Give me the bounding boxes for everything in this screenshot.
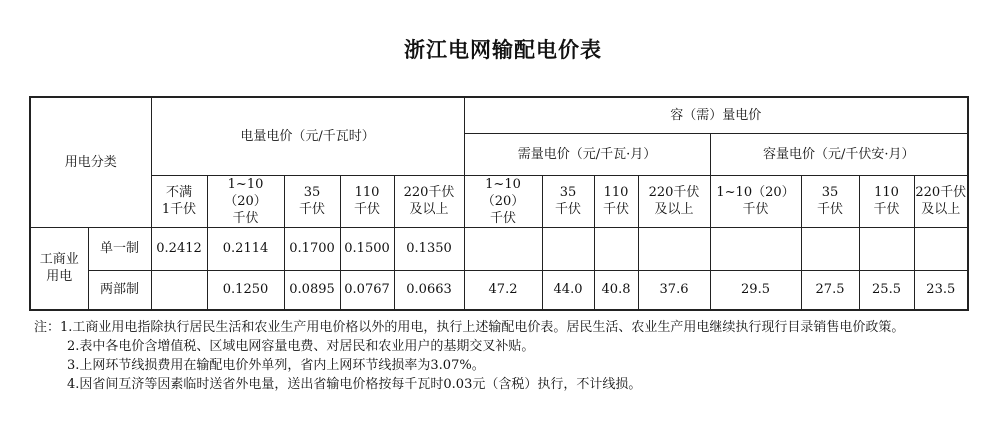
notes [34, 318, 904, 394]
voltage-header: 35 千伏 [284, 175, 340, 227]
voltage-header: 220千伏 及以上 [638, 175, 710, 227]
voltage-header: 不满 1千伏 [151, 175, 207, 227]
table-row [30, 227, 968, 270]
voltage-header: 220千伏 及以上 [394, 175, 464, 227]
voltage-header: 220千伏 及以上 [914, 175, 968, 227]
table-cell [151, 270, 207, 310]
table-cell [638, 227, 710, 270]
table-cell: 40.8 [594, 270, 638, 310]
table-cell: 0.1700 [284, 227, 340, 270]
voltage-header: 35 千伏 [542, 175, 594, 227]
table-cell: 27.5 [801, 270, 859, 310]
table-cell: 0.0767 [340, 270, 394, 310]
row-label: 单一制 [88, 227, 151, 270]
voltage-header: 110 千伏 [859, 175, 914, 227]
table-cell: 0.2114 [207, 227, 284, 270]
table-cell [542, 227, 594, 270]
voltage-header: 110 千伏 [594, 175, 638, 227]
page-title: 浙江电网输配电价表 [404, 37, 602, 62]
table-cell [464, 227, 542, 270]
voltage-header: 1~10（20） 千伏 [464, 175, 542, 227]
note-2: 2.表中各电价含增值税、区域电网容量电费、对居民和农业用户的基期交叉补贴。 [67, 339, 535, 354]
table-cell: 0.0895 [284, 270, 340, 310]
voltage-header: 1~10（20） 千伏 [710, 175, 801, 227]
table-cell: 0.2412 [151, 227, 207, 270]
table-row [30, 270, 968, 310]
table-cell [859, 227, 914, 270]
table-cell [710, 227, 801, 270]
table-cell: 0.0663 [394, 270, 464, 310]
tariff-table [29, 96, 969, 311]
voltage-header: 110 千伏 [340, 175, 394, 227]
energy-price-header: 电量电价（元/千瓦时） [151, 97, 464, 175]
table-cell: 0.1500 [340, 227, 394, 270]
row-label: 两部制 [88, 270, 151, 310]
table-cell: 47.2 [464, 270, 542, 310]
table-cell: 44.0 [542, 270, 594, 310]
capacity-sub-header: 容量电价（元/千伏安·月） [710, 133, 968, 175]
table-cell [594, 227, 638, 270]
table-cell: 37.6 [638, 270, 710, 310]
voltage-header: 1~10（20） 千伏 [207, 175, 284, 227]
table-cell: 0.1350 [394, 227, 464, 270]
group-label: 工商业 用电 [30, 227, 88, 310]
table-cell [801, 227, 859, 270]
note-1: 注：1.工商业用电指除执行居民生活和农业生产用电价格以外的用电，执行上述输配电价表。居民生活、农业生产用电继续执行现行目录销售电价政策。 [34, 320, 905, 335]
category-header: 用电分类 [30, 97, 151, 227]
demand-price-header: 需量电价（元/千瓦·月） [464, 133, 710, 175]
table-cell: 29.5 [710, 270, 801, 310]
table-cell: 25.5 [859, 270, 914, 310]
note-4: 4.因省间互济等因素临时送省外电量，送出省输电价格按每千瓦时0.03元（含税）执行，不计线损。 [67, 377, 642, 392]
table-cell [914, 227, 968, 270]
capacity-price-header: 容（需）量电价 [464, 97, 968, 133]
note-3: 3.上网环节线损费用在输配电价外单列，省内上网环节线损率为3.07%。 [67, 358, 485, 373]
table-cell: 23.5 [914, 270, 968, 310]
voltage-header: 35 千伏 [801, 175, 859, 227]
table-cell: 0.1250 [207, 270, 284, 310]
